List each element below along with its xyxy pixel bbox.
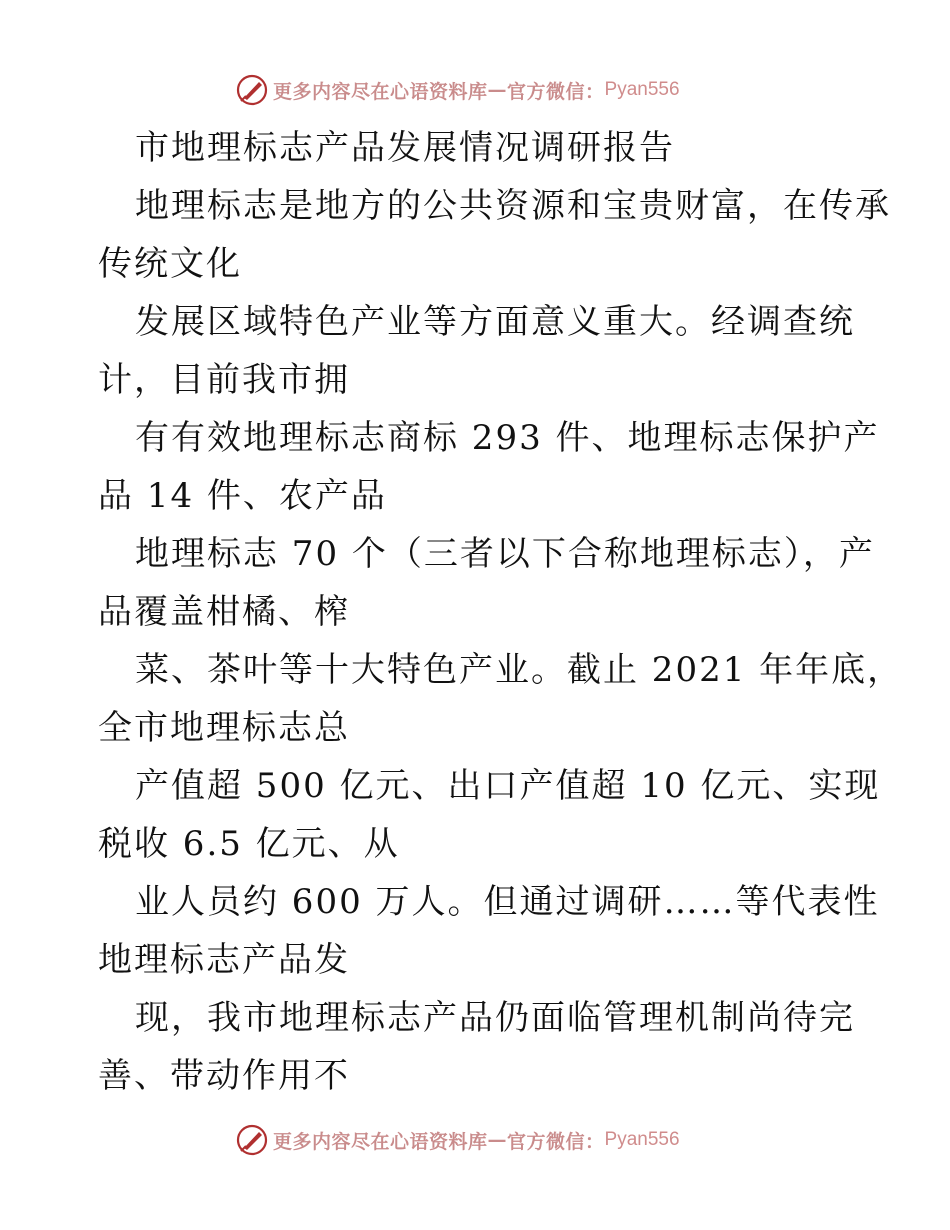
paragraph-line: 地理标志产品发 — [98, 940, 350, 980]
paragraph-line: 菜、茶叶等十大特色产业。截止 2021 年年底， — [135, 650, 904, 690]
document-title: 市地理标志产品发展情况调研报告 — [135, 128, 675, 168]
paragraph-line: 品覆盖柑橘、榨 — [98, 592, 350, 632]
header-watermark-banner — [235, 72, 680, 108]
paragraph-line: 地理标志是地方的公共资源和宝贵财富，在传承 — [135, 186, 891, 226]
footer-wechat-label: 官方微信： — [507, 1130, 605, 1153]
header-dash: — — [487, 79, 508, 101]
paragraph-line: 业人员约 600 万人。但通过调研……等代表性 — [135, 882, 880, 922]
footer-wechat-id: Pyan556 — [604, 1129, 680, 1150]
paragraph-line: 地理标志 70 个（三者以下合称地理标志），产 — [135, 534, 875, 574]
paragraph-line: 发展区域特色产业等方面意义重大。经调查统 — [135, 302, 855, 342]
paragraph-line: 现，我市地理标志产品仍面临管理机制尚待完 — [135, 998, 855, 1038]
footer-dash: — — [487, 1129, 508, 1151]
header-promo-text: 更多内容尽在心语资料库 — [273, 80, 488, 103]
paragraph-line: 产值超 500 亿元、出口产值超 10 亿元、实现 — [135, 766, 881, 806]
quill-logo-icon — [235, 73, 269, 107]
paragraph-line: 善、带动作用不 — [98, 1056, 350, 1096]
footer-promo-text: 更多内容尽在心语资料库 — [273, 1130, 488, 1153]
paragraph-line: 计，目前我市拥 — [98, 360, 350, 400]
footer-watermark-banner — [235, 1122, 680, 1158]
quill-logo-icon — [235, 1123, 269, 1157]
header-wechat-label: 官方微信： — [507, 80, 605, 103]
paragraph-line: 税收 6.5 亿元、从 — [98, 824, 400, 864]
paragraph-line: 传统文化 — [98, 244, 242, 284]
paragraph-line: 全市地理标志总 — [98, 708, 350, 748]
paragraph-line: 有有效地理标志商标 293 件、地理标志保护产 — [135, 418, 880, 458]
header-wechat-id: Pyan556 — [604, 79, 680, 100]
paragraph-line: 品 14 件、农产品 — [98, 476, 387, 516]
